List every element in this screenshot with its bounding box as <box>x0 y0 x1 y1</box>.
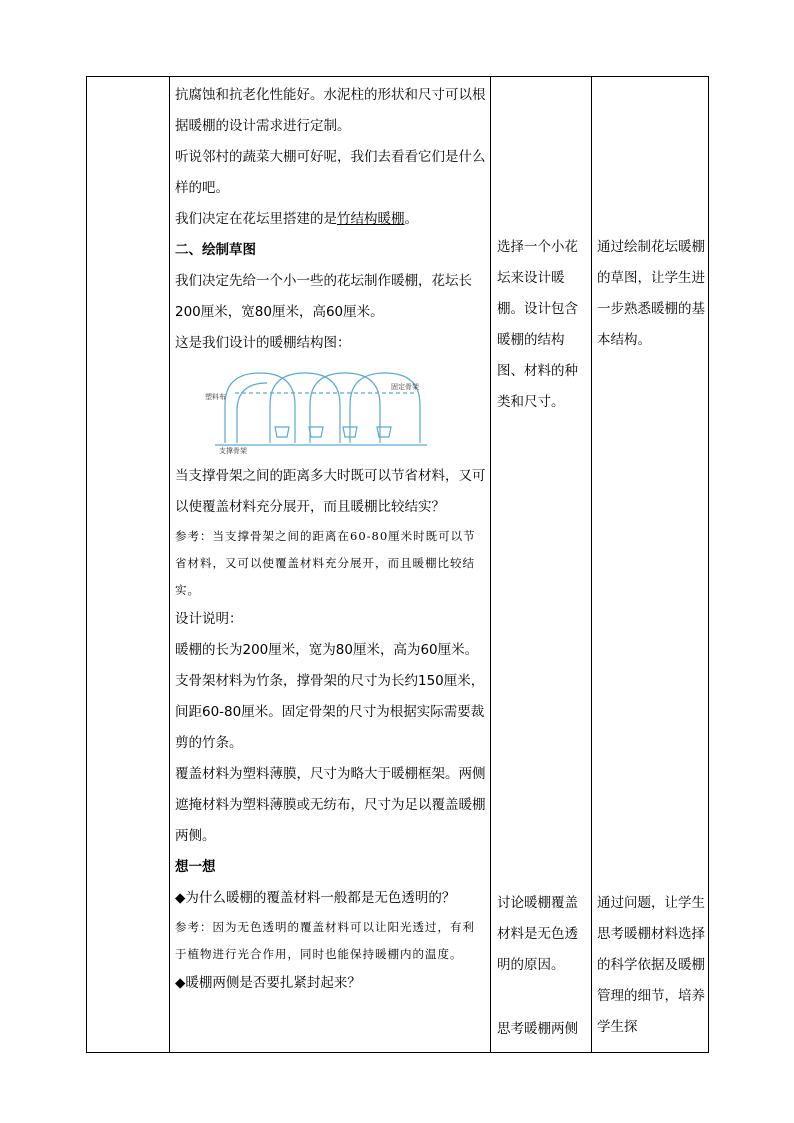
design-intent-1: 通过绘制花坛暖棚的草图，让学生进一步熟悉暖棚的基本结构。 <box>597 239 705 348</box>
paragraph-dimensions: 我们决定先给一个小一些的花坛制作暖棚，花坛长200厘米，宽80厘米，高60厘米。 <box>175 273 472 320</box>
paragraph-decision <box>175 204 487 235</box>
paragraph-cement: 抗腐蚀和抗老化性能好。水泥柱的形状和尺寸可以根据暖棚的设计需求进行定制。 <box>175 87 486 134</box>
design-note-cover: 覆盖材料为塑料薄膜，尺寸为略大于暖棚框架。两侧遮掩材料为塑料薄膜或无纺布，尺寸为足以覆盖暖棚两侧。 <box>175 766 486 844</box>
arch-2 <box>270 373 340 443</box>
think-heading: 想一想 <box>175 859 216 875</box>
label-plastic: 塑料布 <box>205 393 226 401</box>
arch-5 <box>237 383 267 443</box>
teaching-content-cell <box>175 80 487 999</box>
question-spacing: 当支撑骨架之间的距离多大时既可以节省材料，又可以使覆盖材料充分展开，而且暖棚比较结实？ <box>175 468 486 515</box>
pot-2 <box>309 427 323 437</box>
question-transparent: ◆为什么暖棚的覆盖材料一般都是无色透明的？ <box>175 890 456 906</box>
question-seal-sides: ◆暖棚两侧是否要扎紧封起来？ <box>175 975 361 991</box>
paragraph-visit: 听说邻村的蔬菜大棚可好呢，我们去看看它们是什么样的吧。 <box>175 149 486 196</box>
table-col-border-2 <box>490 76 491 1053</box>
pot-4 <box>377 427 391 437</box>
table-col-border-1 <box>169 76 170 1053</box>
paragraph-diagram-intro: 这是我们设计的暖棚结构图： <box>175 335 351 351</box>
student-activity-3: 思考暖棚两侧 <box>497 1021 578 1037</box>
design-note-size: 暖棚的长为200厘米，宽为80厘米，高为60厘米。 <box>175 642 479 658</box>
design-intent-2: 通过问题，让学生思考暖棚材料选择的科学依据及暖棚管理的细节，培养学生探 <box>597 895 705 1035</box>
student-activity-1: 选择一个小花坛来设计暖棚。设计包含暖棚的结构图、材料的种类和尺寸。 <box>497 239 578 410</box>
design-note-frame: 支骨架材料为竹条，撑骨架的尺寸为长约150厘米，间距60-80厘米。固定骨架的尺寸为根据实际需要裁剪的竹条。 <box>175 673 485 751</box>
arch-3 <box>310 373 380 443</box>
table-col-border-0 <box>86 76 87 1053</box>
label-fixed-frame: 固定骨架 <box>391 383 419 391</box>
pot-1 <box>275 427 289 437</box>
table-top-border <box>86 76 709 77</box>
label-support-frame: 支撑骨架 <box>219 447 247 455</box>
table-col-border-4 <box>708 76 709 1053</box>
greenhouse-structure-diagram <box>205 365 435 455</box>
design-notes-title: 设计说明： <box>175 611 243 627</box>
reference-answer-spacing: 参考：当支撑骨架之间的距离在60-80厘米时既可以节省材料，又可以使覆盖材料充分展开，而且暖棚比较结实。 <box>175 529 476 597</box>
decision-underlined: 竹结构暖棚 <box>337 211 405 227</box>
student-activity-2: 讨论暖棚覆盖材料是无色透明的原因。 <box>497 895 578 973</box>
decision-period: 。 <box>404 211 418 227</box>
table-bottom-border <box>86 1052 709 1053</box>
reference-answer-transparent: 参考：因为无色透明的覆盖材料可以让阳光透过，有利于植物进行光合作用，同时也能保持暖棚内的温度。 <box>175 920 475 961</box>
table-col-border-3 <box>591 76 592 1053</box>
decision-text: 我们决定在花坛里搭建的是 <box>175 211 337 227</box>
section-heading-sketch: 二、绘制草图 <box>175 242 256 258</box>
